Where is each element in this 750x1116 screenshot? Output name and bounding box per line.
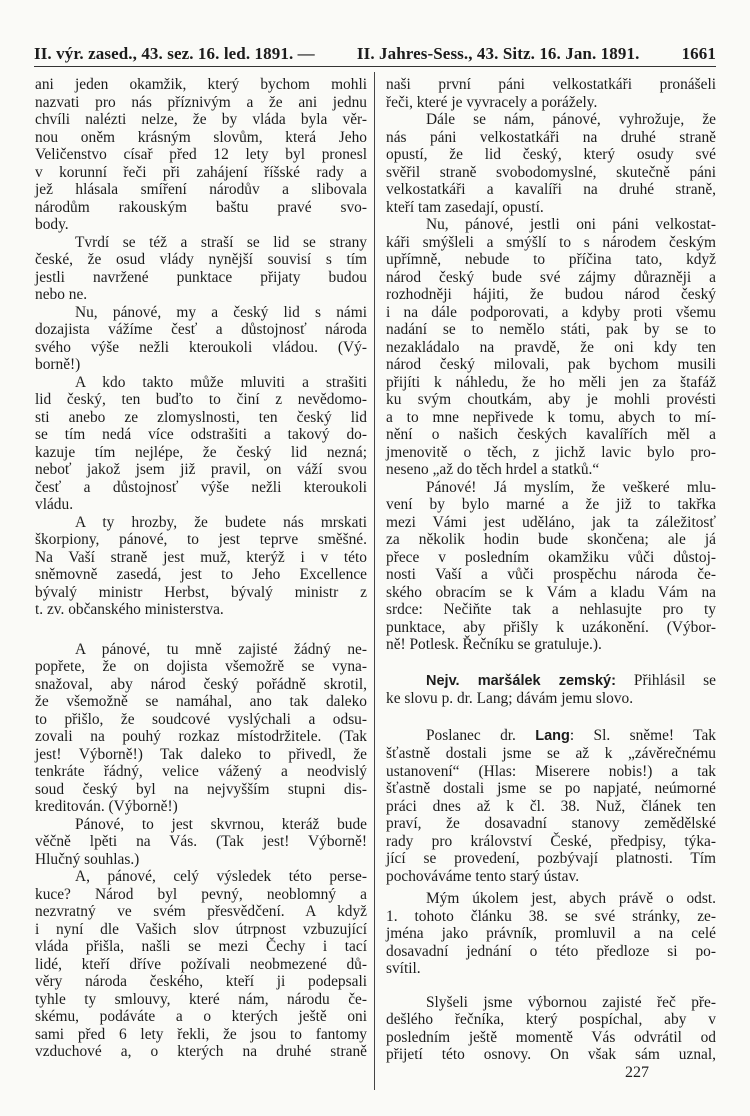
text-line: kteří tam zasedají, opustí. [386, 198, 544, 216]
text-line: soud český byl na nejvyšším stupni dis- [35, 780, 367, 798]
text-line: jmenovitě o těch, z jichž lavic bylo pro- [386, 443, 716, 461]
text-line: svého výše nežli kteroukoli vládou. (Vý- [35, 338, 367, 356]
text-line: Dále se nám, pánové, vyhrožuje, že [426, 111, 716, 128]
text-line: nebo ne. [35, 286, 88, 303]
text-line: nazvati pro nás příznivým a že ani jednu [35, 93, 367, 111]
text-line: jestli navržené punktace přijaty budou [35, 268, 367, 286]
text-line: Pánové, to jest skvrnou, kteráž bude [75, 815, 367, 833]
text-line: v korunní řeči při zahájení říšské rady a [35, 163, 367, 181]
header-page-number: 1661 [681, 44, 716, 63]
text-line: neboť jakož jsem již pravil, on váží svou [35, 461, 367, 478]
text-line: Mým úkolem jest, abych právě o odst. [426, 890, 716, 907]
text-line: nezvratný ve svém přesvědčení. A když [35, 903, 367, 920]
text-line: Na Vaší straně jest muž, kterýž i v této [35, 548, 367, 566]
paragraph [386, 76, 716, 111]
text-line: národ český milovali, pak bychom musili [386, 356, 716, 373]
paragraph [35, 374, 367, 514]
text-line: šťastně dostali jsme se po napjaté, neúmorné [386, 780, 716, 797]
text-line: ustanovení“ (Hlas: Miserere nobis!) a tak [386, 762, 716, 780]
text-line: a to mne nepřivede k tomu, abych to mí- [386, 408, 716, 426]
text-line: pochováváme tento starý ústav. [386, 867, 580, 885]
paragraph [35, 76, 367, 234]
text-line: národům rakouským baštu pravé svo- [35, 198, 367, 216]
speech-text: : Sl. sněme! Tak [569, 726, 716, 744]
text-line: A kdo takto může mluviti a strašiti [75, 373, 367, 391]
text-line: česť a důstojnosť výše nežli kteroukoli [35, 478, 367, 496]
text-line: sti anebo ze zlomyslnosti, ten český lid [35, 408, 367, 426]
text-line: kreditován. (Výborně!) [35, 798, 178, 815]
text-line: lid český, ten buďto to činí z nevědomo- [35, 391, 367, 408]
paragraph [386, 727, 716, 886]
running-header [34, 44, 716, 64]
text-line: ně! Potlesk. Řečníku se gratuluje.). [386, 636, 602, 653]
text-line: vláda přišla, našli se mezi Čechy i tací [35, 938, 367, 955]
paragraph [35, 514, 367, 619]
paragraph [386, 994, 716, 1064]
text-line: opustí, že lid český, který osudy své [386, 146, 716, 163]
paragraph [386, 111, 716, 216]
text-line: nadání se to nemělo státi, pak by se to [386, 321, 716, 338]
header-rule [34, 66, 716, 67]
text-line: Hlučný souhlas.) [35, 850, 140, 868]
paragraph [35, 641, 367, 816]
speaker-name: Lang [535, 727, 570, 744]
text-line: upřímně, nebude to příčina tato, když [386, 251, 716, 268]
speech-text: Přihlásil se [615, 671, 716, 689]
paragraph [386, 672, 716, 708]
header-czech: II. výr. zased., 43. sez. 16. led. 1891. — [34, 44, 315, 63]
text-line [386, 672, 716, 691]
right-column [386, 76, 716, 1064]
text-line: ku svým choutkám, aby je mohli provésti [386, 391, 716, 408]
text-line: se tím nedá více odstrašiti a takový do- [35, 426, 367, 443]
text-line: káři smýšleli a smýšlí to s národem českým [386, 233, 716, 251]
text-line: sami před 6 lety řekli, že jsou to fantomy [35, 1025, 367, 1043]
text-line: punktace, aby přišly k uzákonění. (Výbor- [386, 618, 716, 636]
text-line: srdce: Nečiňte tak a nehlasujte pro ty [386, 601, 716, 618]
text-line: A pánové, tu mně zajisté žádný ne- [75, 640, 367, 658]
text-line [386, 727, 716, 746]
paragraph [35, 234, 367, 304]
speaker-name: Nejv. maršálek zemský: [426, 672, 616, 689]
text-line: jící se provedení, pozbývají platnosti. Tím [386, 850, 716, 867]
text-line: kazuje tím nejlépe, že český lid nezná; [35, 443, 367, 461]
text-line: ke slovu p. dr. Lang; dávám jemu slovo. [386, 690, 634, 707]
text-line: body. [35, 216, 69, 233]
text-line: chvíli nalézti nelze, že by vláda byla věr- [35, 111, 367, 128]
text-line: národ český bude své zájmy důrazněji a [386, 268, 716, 286]
text-line: zovali na pouhý rozkaz místodržitele. (Tak [35, 728, 367, 745]
left-column [35, 76, 367, 1061]
text-line: práci dnes až k čl. 38. Nuž, článek ten [386, 797, 716, 815]
text-line: rady pro království České, předpisy, týka- [386, 832, 716, 850]
text-line: za několik hodin bude skončena; ale já [386, 531, 716, 548]
text-line: naši první páni velkostatkáři pronášeli [386, 76, 716, 93]
text-line: svítil. [386, 960, 421, 977]
text-line: i na dále podporovati, a kdyby proti všemu [386, 303, 716, 321]
text-line: bývalý ministr Herbst, bývalý ministr z [35, 583, 367, 601]
text-line: Nu, pánové, jestli oni páni velkostat- [426, 216, 716, 233]
text-line: A, pánové, celý výsledek této perse- [75, 868, 367, 885]
page-number: 227 [625, 1064, 649, 1081]
text-line: popřete, že on dojista všemožrě se vyna- [35, 658, 367, 675]
text-line: Pánové! Já myslím, že veškeré mlu- [426, 478, 716, 496]
text-line: praví, že dosavadní stanovy zemědělské [386, 815, 716, 832]
text-line: dosavadní jednání o této předloze si po- [386, 942, 716, 960]
text-line: řeči, které je vyvracely a porážely. [386, 93, 598, 111]
text-line: nás páni velkostatkáři na druhé straně [386, 128, 716, 146]
text-line: posledním ještě momentě Vás odvrátil od [386, 1028, 716, 1046]
text-line: ského obracím se k Vám a kladu Vám na [386, 583, 716, 601]
text-line: jež hlásala smíření národův a slibovala [35, 181, 367, 198]
text-line: nění o našich českých kavalířích měl a [386, 426, 716, 443]
text-line: dozajista vážíme česť a důstojnosť národa [35, 321, 367, 338]
text-line: přijetí této osnovy. On však sám uznal, [386, 1046, 716, 1063]
text-line: velkostatkáři a kavalíři na druhé straně, [386, 181, 716, 198]
column-divider [374, 72, 375, 1090]
text-line: Slyšeli jsme výbornou zajisté řeč pře- [426, 993, 716, 1011]
paragraph [35, 816, 367, 869]
text-line: dešlého řečníka, který pospíchal, aby v [386, 1011, 716, 1028]
text-line: snažoval, aby národ český pořádně skrotil, [35, 675, 367, 693]
text-line: 1. tohoto článku 38. se své stránky, ze- [386, 907, 716, 925]
text-line: ani jeden okamžik, který bychom mohli [35, 76, 367, 93]
text-line: neseno „až do těch hrdel a statků.“ [386, 461, 600, 478]
text-line: Veličenstvo císař před 12 lety byl pronesl [35, 146, 367, 163]
text-line: vládu. [35, 496, 74, 513]
text-line: t. zv. občanského ministerstva. [35, 601, 224, 618]
text-line: rozhodněji hájiti, že budou národ český [386, 286, 716, 303]
text-line: lidé, kteří dříve požívali neobmezené dů- [35, 955, 367, 973]
text-line: přijíti k náhledu, že ho měli jen za štafáž [386, 373, 716, 391]
text-line: vzduchové a, o kterých na druhé straně [35, 1043, 367, 1060]
text-line: kuce? Národ byl pevný, neoblomný a [35, 885, 367, 903]
text-line: věry národa českého, kteří ji podepsali [35, 973, 367, 990]
paragraph [386, 890, 716, 978]
header-german: II. Jahres-Sess., 43. Sitz. 16. Jan. 1891. [356, 44, 640, 63]
text-line: české, že osud vlády nynější souvisí s tím [35, 251, 367, 268]
text-line: vení by bylo marné a že již to takřka [386, 496, 716, 513]
text-line: mezi Vámi jest uděláno, jak ta záležitosť [386, 513, 716, 531]
text-line: i nyní dle Vašich slov útrpnost vzbuzující [35, 920, 367, 938]
paragraph [35, 868, 367, 1061]
speaker-prefix: Poslanec dr. [426, 726, 536, 744]
paragraph [35, 304, 367, 374]
text-line: jména jako právník, promluvil a na celé [386, 925, 716, 942]
text-line: přece v posledním okamžiku vůči důstoj- [386, 548, 716, 566]
text-line: borně!) [35, 356, 81, 373]
text-line: škorpiony, pánové, to jest teprve směšné. [35, 531, 367, 548]
text-line: A ty hrozby, že budete nás mrskati [75, 513, 367, 531]
text-line: tyhle ty smlouvy, které nám, národu če- [35, 990, 367, 1008]
text-line: tenkráte řádný, velice vážený a neodvislý [35, 763, 367, 780]
text-line: jest! Výborně!) Tak daleko to přivedl, že [35, 745, 367, 763]
text-line: nosti Vaší a vůči prospěchu národa če- [386, 566, 716, 583]
text-line: Nu, pánové, my a český lid s námi [75, 303, 367, 321]
text-line: sněmovně zasedá, jest to Jeho Excellence [35, 566, 367, 583]
text-line: skému, podáváte a o kterých ještě oni [35, 1008, 367, 1025]
text-line: nou oněm krásným slovům, která Jeho [35, 128, 367, 146]
text-line: že všemožně se namáhal, ano tak daleko [35, 693, 367, 710]
text-line: šťastně dostali jsme se až k „závěrečnému [386, 745, 716, 762]
text-line: to přišlo, že soudcové vyslýchali a odsu- [35, 710, 367, 728]
text-line: Tvrdí se též a straší se lid se strany [75, 233, 367, 251]
text-line: nezakládalo na pravdě, že oni kdy ten [386, 338, 716, 356]
text-line: věčně lpěti na Vás. (Tak jest! Výborně! [35, 833, 367, 850]
paragraph [386, 479, 716, 654]
paragraph [386, 216, 716, 479]
text-line: svěřil straně svobodomyslné, skutečně páni [386, 163, 716, 181]
